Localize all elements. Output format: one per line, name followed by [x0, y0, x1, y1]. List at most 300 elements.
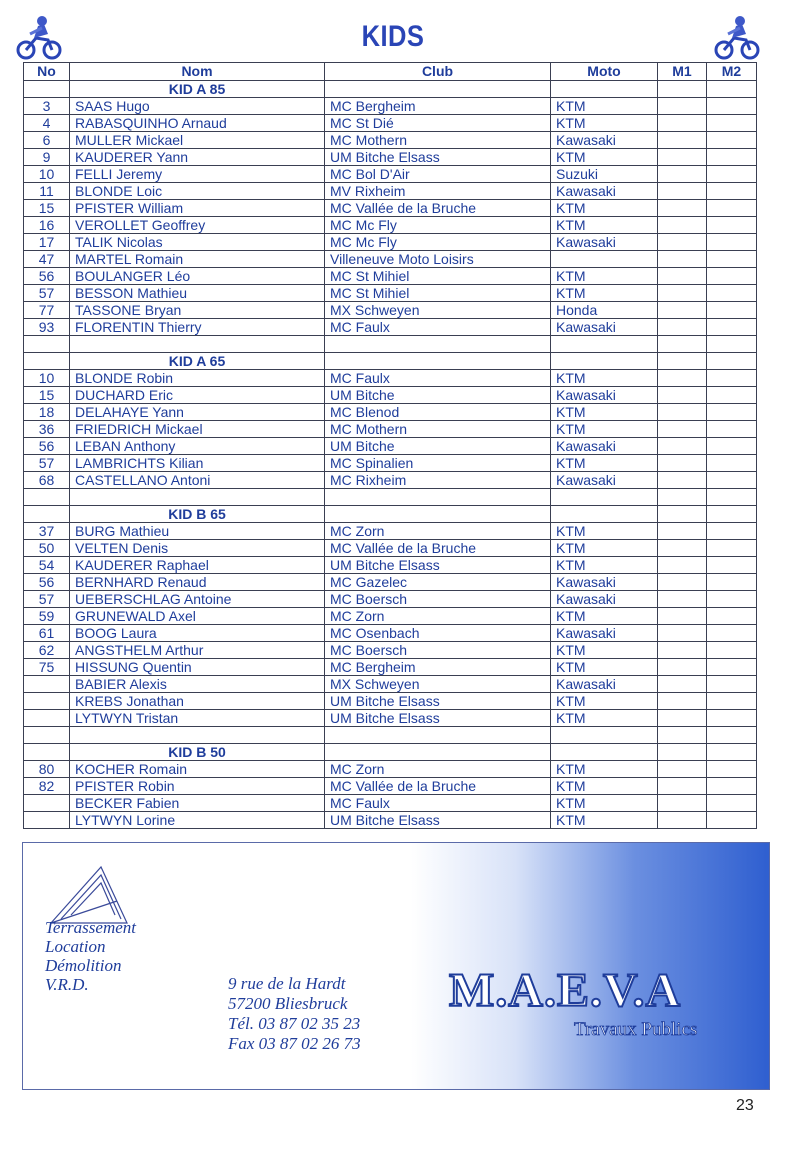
rider-club: MC Mothern — [325, 421, 551, 438]
rider-moto: KTM — [551, 710, 658, 727]
rider-club: MX Schweyen — [325, 302, 551, 319]
rider-number: 56 — [24, 574, 70, 591]
rider-moto: Kawasaki — [551, 591, 658, 608]
rider-number: 4 — [24, 115, 70, 132]
category-name: KID A 85 — [70, 81, 325, 98]
rider-moto: Kawasaki — [551, 625, 658, 642]
table-row — [24, 625, 757, 642]
table-header-row — [24, 63, 757, 81]
rider-club: MC Faulx — [325, 795, 551, 812]
empty-cell — [707, 336, 757, 353]
rider-moto: KTM — [551, 455, 658, 472]
rider-moto: KTM — [551, 285, 658, 302]
rider-number: 57 — [24, 591, 70, 608]
m1-cell — [658, 166, 707, 183]
rider-moto: KTM — [551, 659, 658, 676]
rider-moto: KTM — [551, 421, 658, 438]
rider-moto: KTM — [551, 642, 658, 659]
empty-cell — [325, 353, 551, 370]
m2-cell — [707, 268, 757, 285]
spacer-row — [24, 489, 757, 506]
m1-cell — [658, 455, 707, 472]
rider-moto: KTM — [551, 761, 658, 778]
table-row — [24, 523, 757, 540]
rider-name: LAMBRICHTS Kilian — [70, 455, 325, 472]
m1-cell — [658, 574, 707, 591]
table-row — [24, 149, 757, 166]
m2-cell — [707, 251, 757, 268]
rider-name: RABASQUINHO Arnaud — [70, 115, 325, 132]
m2-cell — [707, 149, 757, 166]
rider-number: 75 — [24, 659, 70, 676]
m1-cell — [658, 98, 707, 115]
m1-cell — [658, 608, 707, 625]
table-row — [24, 591, 757, 608]
m2-cell — [707, 523, 757, 540]
rider-name: KOCHER Romain — [70, 761, 325, 778]
table-row — [24, 166, 757, 183]
empty-cell — [707, 744, 757, 761]
rider-club: MC Boersch — [325, 591, 551, 608]
page-header — [0, 14, 786, 64]
table-row — [24, 217, 757, 234]
page-number: 23 — [736, 1097, 754, 1114]
m2-cell — [707, 625, 757, 642]
m2-cell — [707, 693, 757, 710]
empty-cell — [24, 744, 70, 761]
m2-cell — [707, 574, 757, 591]
rider-moto — [551, 251, 658, 268]
rider-moto: Kawasaki — [551, 183, 658, 200]
rider-number: 10 — [24, 370, 70, 387]
m1-cell — [658, 268, 707, 285]
table-row — [24, 370, 757, 387]
rider-name: TALIK Nicolas — [70, 234, 325, 251]
empty-cell — [325, 744, 551, 761]
rider-moto: KTM — [551, 115, 658, 132]
empty-cell — [658, 353, 707, 370]
rider-moto: Kawasaki — [551, 676, 658, 693]
rider-name: MULLER Mickael — [70, 132, 325, 149]
rider-name: DUCHARD Eric — [70, 387, 325, 404]
rider-club: MX Schweyen — [325, 676, 551, 693]
rider-moto: Kawasaki — [551, 574, 658, 591]
rider-moto: Kawasaki — [551, 319, 658, 336]
m1-cell — [658, 404, 707, 421]
rider-moto: KTM — [551, 778, 658, 795]
m1-cell — [658, 812, 707, 829]
service-item: Terrassement — [45, 918, 136, 937]
rider-moto: Honda — [551, 302, 658, 319]
m1-cell — [658, 421, 707, 438]
rider-club: MC Mc Fly — [325, 234, 551, 251]
rider-name: LEBAN Anthony — [70, 438, 325, 455]
m1-cell — [658, 234, 707, 251]
rider-moto: KTM — [551, 557, 658, 574]
empty-cell — [658, 727, 707, 744]
m2-cell — [707, 659, 757, 676]
motocross-rider-icon — [14, 14, 64, 60]
table-row — [24, 795, 757, 812]
category-name: KID B 50 — [70, 744, 325, 761]
m2-cell — [707, 404, 757, 421]
rider-number: 54 — [24, 557, 70, 574]
rider-number: 6 — [24, 132, 70, 149]
rider-number: 3 — [24, 98, 70, 115]
table-row — [24, 234, 757, 251]
empty-cell — [551, 506, 658, 523]
m1-cell — [658, 217, 707, 234]
m1-cell — [658, 183, 707, 200]
rider-name: ANGSTHELM Arthur — [70, 642, 325, 659]
empty-cell — [658, 506, 707, 523]
m1-cell — [658, 710, 707, 727]
m2-cell — [707, 710, 757, 727]
m2-cell — [707, 608, 757, 625]
rider-number: 37 — [24, 523, 70, 540]
rider-moto: KTM — [551, 149, 658, 166]
rider-number: 15 — [24, 387, 70, 404]
column-header-nom: Nom — [70, 63, 325, 81]
column-header-m2: M2 — [707, 63, 757, 81]
table-row — [24, 557, 757, 574]
table-row — [24, 659, 757, 676]
advertisement-banner — [22, 842, 770, 1090]
m2-cell — [707, 540, 757, 557]
table-row — [24, 387, 757, 404]
m2-cell — [707, 676, 757, 693]
empty-cell — [551, 489, 658, 506]
table-row — [24, 251, 757, 268]
rider-club: UM Bitche Elsass — [325, 710, 551, 727]
empty-cell — [24, 81, 70, 98]
rider-number — [24, 676, 70, 693]
rider-moto: KTM — [551, 693, 658, 710]
rider-number: 9 — [24, 149, 70, 166]
rider-club: MC Faulx — [325, 370, 551, 387]
m2-cell — [707, 438, 757, 455]
m1-cell — [658, 115, 707, 132]
m1-cell — [658, 540, 707, 557]
rider-moto: KTM — [551, 200, 658, 217]
rider-moto: KTM — [551, 812, 658, 829]
empty-cell — [70, 336, 325, 353]
rider-name: VELTEN Denis — [70, 540, 325, 557]
rider-moto: KTM — [551, 217, 658, 234]
category-row — [24, 744, 757, 761]
rider-club: UM Bitche Elsass — [325, 693, 551, 710]
service-item: V.R.D. — [45, 975, 89, 994]
empty-cell — [658, 81, 707, 98]
rider-club: MC Rixheim — [325, 472, 551, 489]
rider-name: BERNHARD Renaud — [70, 574, 325, 591]
empty-cell — [551, 81, 658, 98]
rider-moto: KTM — [551, 404, 658, 421]
m2-cell — [707, 319, 757, 336]
empty-cell — [24, 489, 70, 506]
m1-cell — [658, 659, 707, 676]
rider-club: MC Vallée de la Bruche — [325, 200, 551, 217]
rider-club: MC Bergheim — [325, 659, 551, 676]
m1-cell — [658, 132, 707, 149]
entries-table — [23, 62, 757, 829]
m1-cell — [658, 370, 707, 387]
rider-name: LYTWYN Lorine — [70, 812, 325, 829]
rider-club: MC Blenod — [325, 404, 551, 421]
m2-cell — [707, 642, 757, 659]
motocross-rider-icon — [712, 14, 762, 60]
empty-cell — [70, 489, 325, 506]
rider-name: FELLI Jeremy — [70, 166, 325, 183]
rider-number: 47 — [24, 251, 70, 268]
table-row — [24, 540, 757, 557]
table-body — [24, 81, 757, 829]
empty-cell — [658, 744, 707, 761]
empty-cell — [707, 506, 757, 523]
m2-cell — [707, 234, 757, 251]
rider-moto: KTM — [551, 523, 658, 540]
page-title: KIDS — [361, 20, 425, 53]
rider-moto: KTM — [551, 370, 658, 387]
table-row — [24, 642, 757, 659]
empty-cell — [325, 506, 551, 523]
column-header-m1: M1 — [658, 63, 707, 81]
empty-cell — [325, 81, 551, 98]
m2-cell — [707, 183, 757, 200]
rider-number: 57 — [24, 455, 70, 472]
m2-cell — [707, 285, 757, 302]
m1-cell — [658, 676, 707, 693]
table-row — [24, 710, 757, 727]
rider-club: MC Gazelec — [325, 574, 551, 591]
empty-cell — [551, 353, 658, 370]
empty-cell — [707, 727, 757, 744]
table-row — [24, 98, 757, 115]
table-row — [24, 404, 757, 421]
m2-cell — [707, 557, 757, 574]
rider-number: 61 — [24, 625, 70, 642]
table-row — [24, 183, 757, 200]
rider-number: 82 — [24, 778, 70, 795]
empty-cell — [24, 506, 70, 523]
rider-name: KAUDERER Yann — [70, 149, 325, 166]
rider-club: MC St Dié — [325, 115, 551, 132]
spacer-row — [24, 336, 757, 353]
rider-number: 16 — [24, 217, 70, 234]
rider-club: MC Mc Fly — [325, 217, 551, 234]
category-row — [24, 81, 757, 98]
rider-name: VEROLLET Geoffrey — [70, 217, 325, 234]
rider-name: KREBS Jonathan — [70, 693, 325, 710]
service-item: Démolition — [45, 956, 122, 975]
m1-cell — [658, 251, 707, 268]
m2-cell — [707, 115, 757, 132]
rider-club: MC Bol D'Air — [325, 166, 551, 183]
empty-cell — [325, 489, 551, 506]
rider-moto: KTM — [551, 98, 658, 115]
m1-cell — [658, 557, 707, 574]
rider-name: KAUDERER Raphael — [70, 557, 325, 574]
rider-club: MC Bergheim — [325, 98, 551, 115]
m2-cell — [707, 761, 757, 778]
table-row — [24, 472, 757, 489]
rider-number: 77 — [24, 302, 70, 319]
rider-name: PFISTER William — [70, 200, 325, 217]
table-row — [24, 574, 757, 591]
table-row — [24, 455, 757, 472]
empty-cell — [707, 489, 757, 506]
m2-cell — [707, 370, 757, 387]
table-row — [24, 200, 757, 217]
empty-cell — [658, 336, 707, 353]
m1-cell — [658, 693, 707, 710]
category-row — [24, 506, 757, 523]
m1-cell — [658, 302, 707, 319]
rider-club: MV Rixheim — [325, 183, 551, 200]
rider-number: 11 — [24, 183, 70, 200]
rider-club: UM Bitche Elsass — [325, 812, 551, 829]
empty-cell — [707, 81, 757, 98]
m1-cell — [658, 591, 707, 608]
rider-moto: KTM — [551, 268, 658, 285]
empty-cell — [551, 727, 658, 744]
m1-cell — [658, 472, 707, 489]
rider-club: MC Zorn — [325, 761, 551, 778]
rider-number: 62 — [24, 642, 70, 659]
fax-line: Fax 03 87 02 26 73 — [228, 1034, 361, 1053]
m1-cell — [658, 642, 707, 659]
table-row — [24, 761, 757, 778]
phone-line: Tél. 03 87 02 35 23 — [228, 1014, 361, 1033]
rider-moto: KTM — [551, 540, 658, 557]
rider-club: MC Zorn — [325, 523, 551, 540]
empty-cell — [24, 727, 70, 744]
rider-club: UM Bitche Elsass — [325, 149, 551, 166]
m2-cell — [707, 472, 757, 489]
rider-number: 10 — [24, 166, 70, 183]
table-row — [24, 812, 757, 829]
m1-cell — [658, 319, 707, 336]
m2-cell — [707, 778, 757, 795]
rider-moto: Kawasaki — [551, 438, 658, 455]
table-row — [24, 115, 757, 132]
empty-cell — [325, 727, 551, 744]
rider-name: BESSON Mathieu — [70, 285, 325, 302]
brand-name: M.A.E.V.A — [449, 964, 682, 1017]
table-row — [24, 285, 757, 302]
m1-cell — [658, 200, 707, 217]
m2-cell — [707, 217, 757, 234]
rider-club: MC Zorn — [325, 608, 551, 625]
address-block — [228, 974, 361, 1054]
rider-name: SAAS Hugo — [70, 98, 325, 115]
empty-cell — [551, 744, 658, 761]
rider-name: LYTWYN Tristan — [70, 710, 325, 727]
rider-name: GRUNEWALD Axel — [70, 608, 325, 625]
rider-moto: KTM — [551, 608, 658, 625]
empty-cell — [24, 336, 70, 353]
rider-number: 50 — [24, 540, 70, 557]
m2-cell — [707, 812, 757, 829]
table-row — [24, 421, 757, 438]
table-row — [24, 693, 757, 710]
rider-club: Villeneuve Moto Loisirs — [325, 251, 551, 268]
rider-club: UM Bitche — [325, 387, 551, 404]
table-row — [24, 319, 757, 336]
m1-cell — [658, 778, 707, 795]
rider-club: MC St Mihiel — [325, 285, 551, 302]
m2-cell — [707, 421, 757, 438]
rider-number — [24, 795, 70, 812]
m1-cell — [658, 761, 707, 778]
rider-number: 36 — [24, 421, 70, 438]
category-name: KID B 65 — [70, 506, 325, 523]
rider-name: DELAHAYE Yann — [70, 404, 325, 421]
m2-cell — [707, 455, 757, 472]
rider-name: CASTELLANO Antoni — [70, 472, 325, 489]
m2-cell — [707, 166, 757, 183]
rider-moto: Kawasaki — [551, 472, 658, 489]
empty-cell — [24, 353, 70, 370]
rider-name: BOULANGER Léo — [70, 268, 325, 285]
column-header-moto: Moto — [551, 63, 658, 81]
table-row — [24, 438, 757, 455]
column-header-no: No — [24, 63, 70, 81]
rider-number: 56 — [24, 268, 70, 285]
rider-club: MC Osenbach — [325, 625, 551, 642]
table-row — [24, 302, 757, 319]
rider-name: BOOG Laura — [70, 625, 325, 642]
service-item: Location — [45, 937, 106, 956]
m2-cell — [707, 795, 757, 812]
rider-moto: Kawasaki — [551, 234, 658, 251]
rider-number — [24, 812, 70, 829]
rider-number: 18 — [24, 404, 70, 421]
m2-cell — [707, 591, 757, 608]
m2-cell — [707, 302, 757, 319]
empty-cell — [658, 489, 707, 506]
rider-name: FRIEDRICH Mickael — [70, 421, 325, 438]
rider-club: UM Bitche — [325, 438, 551, 455]
m1-cell — [658, 438, 707, 455]
empty-cell — [707, 353, 757, 370]
rider-name: MARTEL Romain — [70, 251, 325, 268]
rider-moto: Suzuki — [551, 166, 658, 183]
m1-cell — [658, 795, 707, 812]
rider-name: BLONDE Loic — [70, 183, 325, 200]
m2-cell — [707, 200, 757, 217]
table-row — [24, 132, 757, 149]
rider-number: 59 — [24, 608, 70, 625]
rider-name: BECKER Fabien — [70, 795, 325, 812]
rider-club: MC Vallée de la Bruche — [325, 778, 551, 795]
spacer-row — [24, 727, 757, 744]
m1-cell — [658, 387, 707, 404]
rider-number: 17 — [24, 234, 70, 251]
m1-cell — [658, 523, 707, 540]
rider-moto: KTM — [551, 795, 658, 812]
m2-cell — [707, 98, 757, 115]
m1-cell — [658, 285, 707, 302]
rider-club: UM Bitche Elsass — [325, 557, 551, 574]
table-row — [24, 778, 757, 795]
rider-club: MC Faulx — [325, 319, 551, 336]
address-line: 9 rue de la Hardt — [228, 974, 346, 993]
rider-number: 68 — [24, 472, 70, 489]
brand-tagline: Travaux Publics — [574, 1019, 698, 1040]
category-row — [24, 353, 757, 370]
rider-club: MC Boersch — [325, 642, 551, 659]
